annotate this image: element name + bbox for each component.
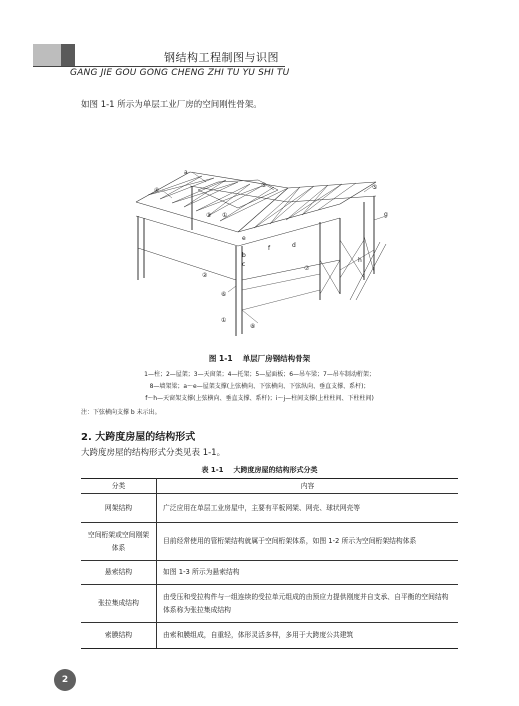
- table-cell-content: 目前经常使用的管桁架结构就属于空间桁架体系，如图 1-2 所示为空间桁架结构体系: [157, 523, 459, 561]
- callout-label: h: [358, 257, 362, 264]
- figure-legend-line-1: 1—柱；2—屋架；3—天窗架；4—托架；5—屋面板；6—吊车梁；7—吊车制动桁架；: [144, 371, 375, 378]
- table-number: 表 1-1: [201, 466, 224, 474]
- table-row: [81, 561, 458, 585]
- header-decor-dark: [61, 44, 75, 66]
- table-cell-category: 张拉集成结构: [81, 585, 157, 623]
- callout-label: f: [268, 245, 271, 252]
- table-cell-category: 网架结构: [81, 494, 157, 523]
- callout-label: ④: [154, 187, 160, 194]
- figure-legend-line-3: f～h—天窗架支撑(上弦横向、垂直支撑、系杆)；i～j—柱间支撑(上柱柱间、下柱柱间): [145, 395, 374, 402]
- table-cell-category: 索膜结构: [81, 623, 157, 649]
- intro-paragraph: 如图 1-1 所示为单层工业厂房的空间刚性骨架。: [81, 100, 262, 110]
- running-header-pinyin: GANG JIE GOU GONG CHENG ZHI TU YU SHI TU: [70, 68, 290, 78]
- table-cell-category: 悬索结构: [81, 561, 157, 585]
- table-cell-content: 如图 1-3 所示为悬索结构: [157, 561, 459, 585]
- table-cell-category: 空间桁架或空间刚架体系: [81, 523, 157, 561]
- columns: [138, 186, 374, 336]
- callout-label: ①: [221, 317, 227, 324]
- table-header-row: [81, 479, 458, 494]
- figure-number: 图 1-1: [208, 354, 233, 363]
- table-cell-content: 由索和膜组成，自重轻，体形灵活多样，多用于大跨度公共建筑: [157, 623, 459, 649]
- table-row: [81, 523, 458, 561]
- steel-frame-figure: [118, 160, 400, 346]
- running-header-title: 钢结构工程制图与识图: [164, 51, 279, 64]
- callout-label: e: [242, 235, 246, 242]
- roof-eave-back: [190, 172, 376, 188]
- table-title: 大跨度房屋的结构形式分类: [233, 466, 318, 474]
- column-header-category: 分类: [81, 479, 157, 494]
- table-cell-content: 由受压和受拉构件与一组连续的受拉单元组成的由预应力提供刚度并自支承、自平衡的空间结构体系称为张拉集成结构: [157, 585, 459, 623]
- figure-caption: [0, 353, 519, 364]
- header-decor-light: [33, 44, 61, 66]
- stair: [350, 242, 380, 300]
- crane-beam-right: [242, 260, 340, 280]
- callout-label: ⑧: [261, 182, 267, 189]
- page-number-badge: 2: [54, 669, 76, 691]
- crane-beam-left: [138, 248, 236, 280]
- callout-label: b: [242, 252, 246, 259]
- callout-label: d: [292, 242, 296, 249]
- callout-label: ③: [206, 212, 212, 219]
- roof-truss-lattice: [148, 176, 356, 228]
- wall-girts: [242, 250, 374, 310]
- table-row: [81, 623, 458, 649]
- callout-label: ⑥: [221, 291, 227, 298]
- callout-label: g: [384, 211, 388, 218]
- structure-type-table: [81, 478, 458, 649]
- callout-label: ⑤: [372, 184, 378, 191]
- section-paragraph: 大跨度房屋的结构形式分类见表 1-1。: [81, 448, 226, 458]
- callout-label: c: [242, 261, 246, 268]
- callout-label: ②: [202, 272, 208, 279]
- header-rule: [33, 66, 285, 67]
- table-cell-content: 广泛应用在单层工业房屋中，主要有平板网架、网壳、球状网壳等: [157, 494, 459, 523]
- table-row: [81, 585, 458, 623]
- figure-legend-line-2: 8—墙架梁；a～e—屋架支撑(上弦横向、下弦横向、下弦纵向、垂直支撑、系杆)；: [149, 383, 370, 390]
- column-bracing: [320, 236, 374, 294]
- figure-title: 单层厂房钢结构骨架: [242, 354, 311, 363]
- table-caption: [0, 465, 519, 475]
- callout-label: a: [184, 169, 188, 176]
- callout-label: ⑦: [304, 265, 310, 272]
- section-heading: 2. 大跨度房屋的结构形式: [81, 432, 196, 443]
- figure-note: 注：下弦横向支撑 b 未示出。: [81, 409, 161, 416]
- callout-label: ①: [222, 212, 228, 219]
- table-row: [81, 494, 458, 523]
- callout-label: ⑧: [250, 323, 256, 330]
- column-header-content: 内容: [157, 479, 459, 494]
